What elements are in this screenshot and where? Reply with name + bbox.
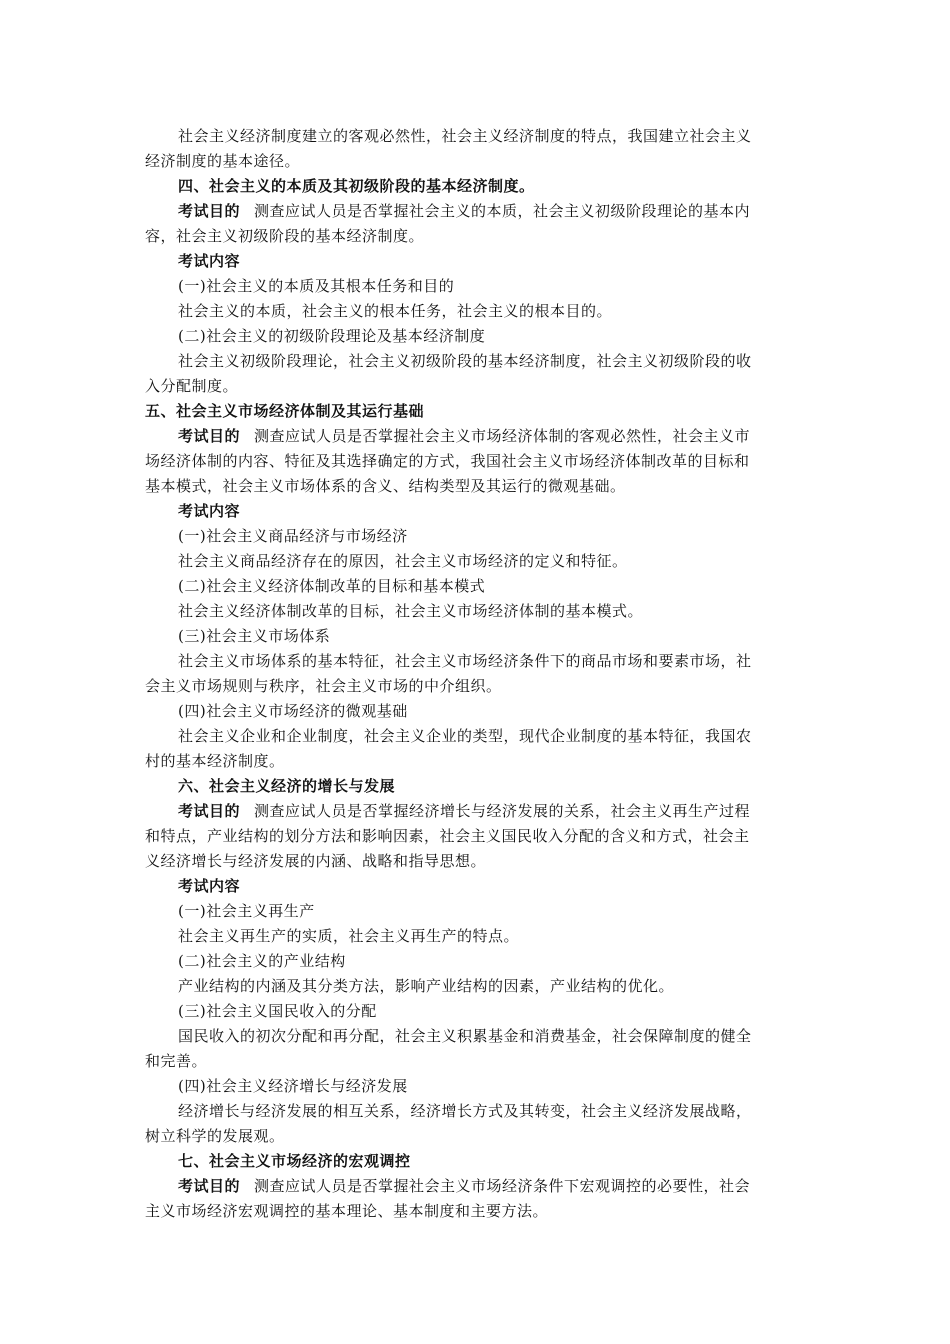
exam-purpose-label: 考试目的: [178, 1177, 241, 1195]
subsection-title: (一)社会主义的本质及其根本任务和目的: [178, 277, 455, 295]
text-line: 和特点，产业结构的划分方法和影响因素，社会主义国民收入分配的含义和方式，社会主: [145, 827, 750, 845]
exam-purpose-line: [145, 799, 807, 824]
section-heading-7: 七、社会主义市场经济的宏观调控: [178, 1152, 411, 1170]
document-body: [145, 124, 807, 1224]
subsection-title: (二)社会主义的产业结构: [178, 952, 346, 970]
exam-purpose-text: 测查应试人员是否掌握社会主义的本质，社会主义初级阶段理论的基本内: [254, 202, 751, 220]
subsection-title: (三)社会主义市场体系: [178, 627, 331, 645]
exam-content-label: 考试内容: [178, 252, 241, 270]
text-line: 会主义市场规则与秩序，社会主义市场的中介组织。: [145, 677, 502, 695]
text-line: 主义市场经济宏观调控的基本理论、基本制度和主要方法。: [145, 1202, 549, 1220]
exam-purpose-line: [145, 1174, 807, 1199]
exam-purpose-text: 测查应试人员是否掌握社会主义市场经济条件下宏观调控的必要性，社会: [254, 1177, 751, 1195]
text-line: 村的基本经济制度。: [145, 752, 285, 770]
text-line: 经济制度的基本途径。: [145, 152, 301, 170]
section-heading-6: 六、社会主义经济的增长与发展: [178, 777, 396, 795]
text-line: 和完善。: [145, 1052, 208, 1070]
text-line: 树立科学的发展观。: [145, 1127, 285, 1145]
subsection-title: (一)社会主义商品经济与市场经济: [178, 527, 408, 545]
text-line: 容，社会主义初级阶段的基本经济制度。: [145, 227, 425, 245]
text-line: 社会主义初级阶段理论，社会主义初级阶段的基本经济制度，社会主义初级阶段的收: [178, 352, 752, 370]
exam-content-label: 考试内容: [178, 877, 241, 895]
text-line: 国民收入的初次分配和再分配，社会主义积累基金和消费基金，社会保障制度的健全: [178, 1027, 752, 1045]
exam-purpose-line: [145, 424, 807, 449]
subsection-title: (一)社会主义再生产: [178, 902, 315, 920]
exam-purpose-text: 测查应试人员是否掌握社会主义市场经济体制的客观必然性，社会主义市: [254, 427, 751, 445]
exam-content-label: 考试内容: [178, 502, 241, 520]
text-line: 社会主义市场体系的基本特征，社会主义市场经济条件下的商品市场和要素市场，社: [178, 652, 752, 670]
text-line: 社会主义再生产的实质，社会主义再生产的特点。: [178, 927, 520, 945]
text-line: 入分配制度。: [145, 377, 239, 395]
exam-purpose-label: 考试目的: [178, 427, 241, 445]
exam-purpose-label: 考试目的: [178, 202, 241, 220]
exam-purpose-line: [145, 199, 807, 224]
text-line: 社会主义企业和企业制度，社会主义企业的类型，现代企业制度的基本特征，我国农: [178, 727, 752, 745]
subsection-title: (二)社会主义经济体制改革的目标和基本模式: [178, 577, 486, 595]
text-line: 社会主义经济制度建立的客观必然性，社会主义经济制度的特点，我国建立社会主义: [178, 127, 752, 145]
exam-purpose-text: 测查应试人员是否掌握经济增长与经济发展的关系，社会主义再生产过程: [254, 802, 751, 820]
subsection-title: (三)社会主义国民收入的分配: [178, 1002, 377, 1020]
subsection-title: (四)社会主义市场经济的微观基础: [178, 702, 408, 720]
text-line: 场经济体制的内容、特征及其选择确定的方式，我国社会主义市场经济体制改革的目标和: [145, 452, 750, 470]
section-heading-5: 五、社会主义市场经济体制及其运行基础: [145, 402, 425, 420]
subsection-title: (四)社会主义经济增长与经济发展: [178, 1077, 408, 1095]
text-line: 基本模式，社会主义市场体系的含义、结构类型及其运行的微观基础。: [145, 477, 626, 495]
subsection-title: (二)社会主义的初级阶段理论及基本经济制度: [178, 327, 486, 345]
section-heading-4: 四、社会主义的本质及其初级阶段的基本经济制度。: [178, 177, 535, 195]
text-line: 产业结构的内涵及其分类方法，影响产业结构的因素，产业结构的优化。: [178, 977, 675, 995]
text-line: 社会主义的本质，社会主义的根本任务，社会主义的根本目的。: [178, 302, 613, 320]
text-line: 社会主义商品经济存在的原因，社会主义市场经济的定义和特征。: [178, 552, 628, 570]
text-line: 经济增长与经济发展的相互关系，经济增长方式及其转变，社会主义经济发展战略，: [178, 1102, 752, 1120]
text-line: 义经济增长与经济发展的内涵、战略和指导思想。: [145, 852, 487, 870]
exam-purpose-label: 考试目的: [178, 802, 241, 820]
text-line: 社会主义经济体制改革的目标，社会主义市场经济体制的基本模式。: [178, 602, 644, 620]
